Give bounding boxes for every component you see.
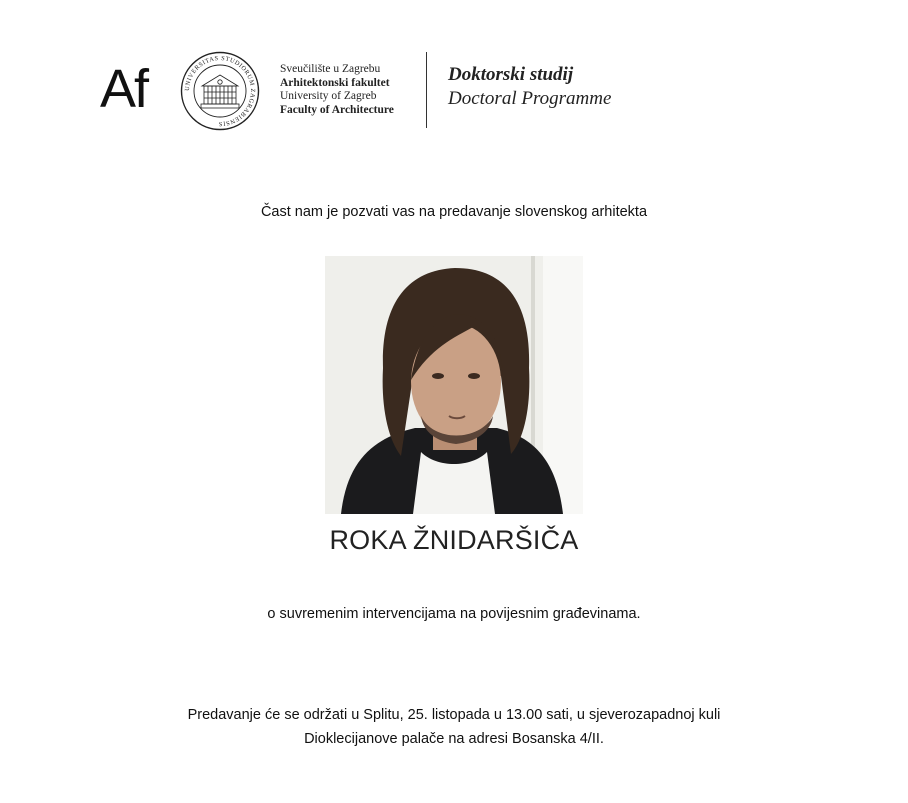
institution-line: Sveučilište u Zagrebu [280,63,381,75]
speaker-portrait [325,256,583,514]
header-divider [426,52,427,128]
lecture-topic: o suvremenim intervencijama na povijesnim građevinama. [267,606,641,622]
programme-title [448,64,611,111]
programme-title-en: Doctoral Programme [448,88,612,109]
invitation-intro: Čast nam je pozvati vas na predavanje slovenskog arhitekta [260,204,648,220]
svg-text:UNIVERSITAS STUDIORUM ZAGRABIE: UNIVERSITAS STUDIORUM ZAGRABIENSIS [183,54,257,128]
institution-line: Arhitektonski fakultet [280,76,390,89]
faculty-logo-mark: Af [100,59,148,119]
university-seal-icon [180,51,260,131]
speaker-name: ROKA ŽNIDARŠIČA [329,525,579,555]
lecture-details [0,703,908,751]
speaker-portrait-illustration [325,256,583,514]
institution-name [280,63,394,117]
programme-title-hr: Doktorski studij [448,64,574,85]
lecture-details-line: Dioklecijanove palače na adresi Bosanska 4/II. [304,731,604,747]
institution-line: University of Zagreb [280,90,377,102]
lecture-details-line: Predavanje će se održati u Splitu, 25. listopada u 13.00 sati, u sjeverozapadnoj kuli [187,707,721,723]
institution-line: Faculty of Architecture [280,103,394,116]
